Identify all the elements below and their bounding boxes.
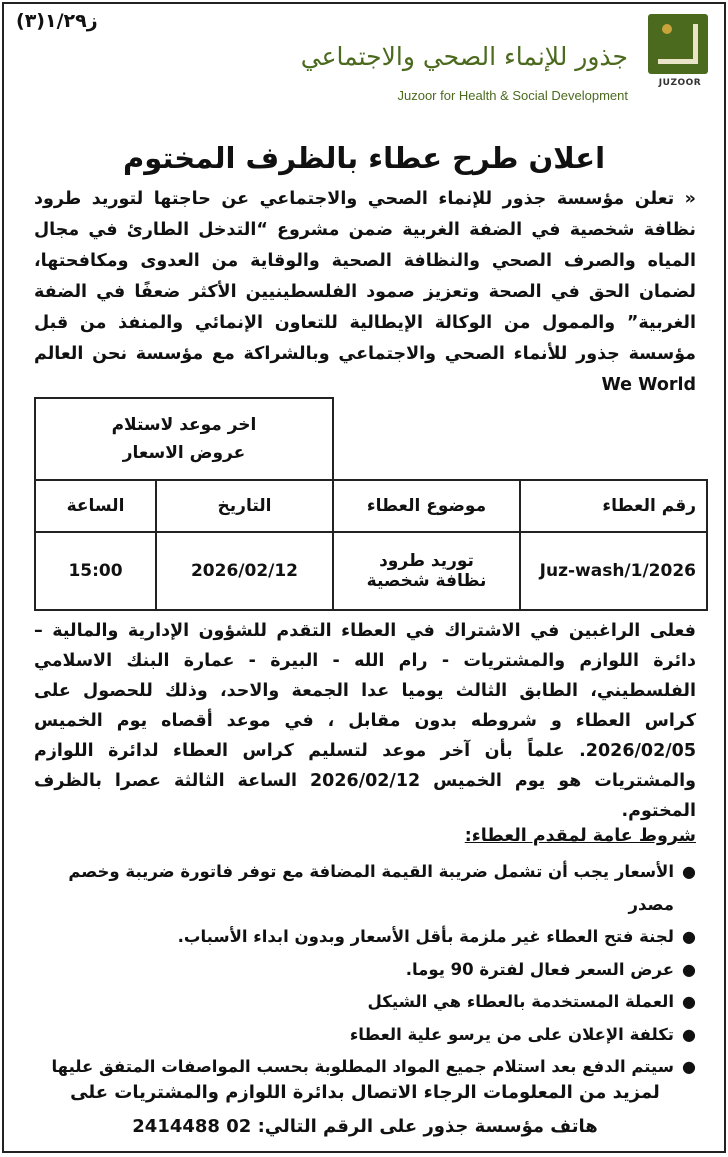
intro-paragraph: « تعلن مؤسسة جذور للإنماء الصحي والاجتماعي عن حاجتها لتوريد طرود نظافة شخصية في الضفة الغربية ضمن مشروع “التدخل الطارئ في مجال المياه والصرف الصحي والنظافة الصحية والوقاية من العدوى ومكافحتها، لضمان الحق في الصحة وتعزيز صمود الفلسطينيين الأكثر ضعفًا في الضفة الغربية” والممول من الوكالة الإيطالية للتعاون الإنمائي والمنفذ من قبل مؤسسة جذور للأنماء الصحي والاجتماعي وبالشراكة مع مؤسسة نحن العالم We World — [34, 189, 696, 395]
tender-announcement — [2, 2, 726, 1153]
cell-subject-line1: توريد طرود — [379, 551, 474, 571]
col-date: التاريخ — [156, 480, 333, 532]
list-item: ● تكلفة الإعلان على من يرسو علية العطاء — [349, 1024, 696, 1044]
cell-subject — [333, 532, 520, 610]
org-name-english: Juzoor for Health & Social Development — [397, 88, 628, 103]
col-subject: موضوع العطاء — [333, 480, 520, 532]
cell-subject-line2: نظافة شخصية — [366, 571, 487, 591]
tender-table — [34, 397, 708, 611]
list-item: ● عرض السعر فعال لفترة 90 يوما. — [405, 959, 696, 979]
list-item: ● العملة المستخدمة بالعطاء هي الشيكل — [367, 992, 696, 1011]
list-item: ● الأسعار يجب أن تشمل ضريبة القيمة المضافة مع توفر فاتورة ضريبة وخصم مصدر — [68, 862, 696, 914]
submission-paragraph: فعلى الراغبين في الاشتراك في العطاء التقدم للشؤون الإدارية والمالية – دائرة اللوازم والمشتريات - رام الله - البيرة - عمارة البنك الاسلامي الفلسطيني، الطابق الثالث يوميا عدا الجمعة والاحد، وذلك للحصول على كراس العطاء و شروطه بدون مقابل ، في موعد أقصاه يوم الخميس 2026/02/05. علماً بأن آخر موعد لتسليم كراس العطاء لدائرة اللوازم والمشتريات هو يوم الخميس 2026/02/12 الساعة الثالثة عصرا بالظرف المختوم. — [34, 621, 696, 821]
list-item: ● لجنة فتح العطاء غير ملزمة بأقل الأسعار وبدون ابداء الأسباب. — [177, 927, 696, 946]
table-row — [35, 532, 707, 610]
col-time: الساعة — [35, 480, 156, 532]
terms-list — [34, 856, 696, 1084]
list-item: ● سيتم الدفع بعد استلام جميع المواد المطلوبة بحسب المواصفات المتفق عليها — [51, 1057, 696, 1076]
cell-time: 15:00 — [35, 532, 156, 610]
cell-date: 2026/02/12 — [156, 532, 333, 610]
terms-title: شروط عامة لمقدم العطاء: — [464, 826, 696, 846]
juzoor-logo-icon — [648, 14, 708, 74]
col-tender-number: رقم العطاء — [520, 480, 707, 532]
announcement-title: اعلان طرح عطاء بالظرف المختوم — [122, 141, 606, 175]
org-name-arabic: جذور للإنماء الصحي والاجتماعي — [300, 42, 628, 71]
footer-line1: لمزيد من المعلومات الرجاء الاتصال بدائرة اللوازم والمشتريات على — [70, 1082, 660, 1103]
deadline-header-line2: عروض الاسعار — [122, 443, 246, 463]
footer-line2: هاتف مؤسسة جذور على الرقم التالي: 02 2414488 — [132, 1116, 598, 1137]
deadline-header-line1: اخر موعد لاستلام — [111, 415, 257, 435]
table-header-row — [35, 480, 707, 532]
contact-footer — [34, 1076, 696, 1144]
logo-caption: JUZOOR — [658, 78, 702, 88]
deadline-header — [35, 398, 333, 480]
org-logo — [648, 14, 712, 94]
cell-tender-number: Juz-wash/1/2026 — [520, 532, 707, 610]
reference-number: ز١/٢٩(٣) — [16, 10, 98, 32]
